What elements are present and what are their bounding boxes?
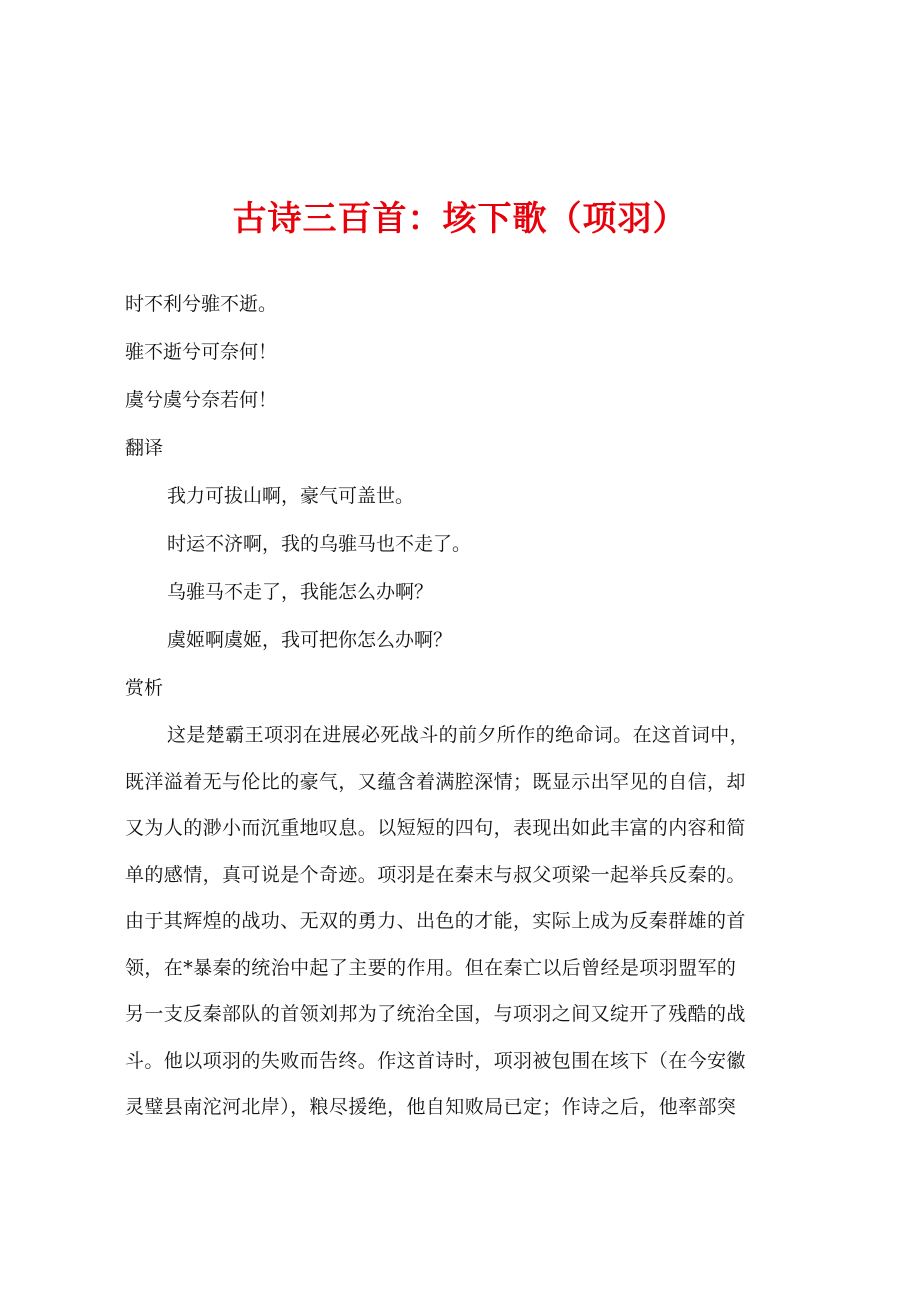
poem-line: 时不利兮骓不逝。: [125, 293, 278, 315]
translation-line: 时运不济啊，我的乌骓马也不走了。: [167, 533, 472, 555]
poem-line: 虞兮虞兮奈若何！: [125, 389, 278, 411]
poem-line: 骓不逝兮可奈何！: [125, 341, 278, 363]
appreciation-heading: 赏析: [125, 677, 164, 699]
paragraph-line: 斗。他以项羽的失败而告终。作这首诗时，项羽被包围在垓下（在今安徽: [125, 1049, 746, 1072]
paragraph-line: 又为人的渺小而沉重地叹息。以短短的四句，表现出如此丰富的内容和简: [125, 817, 746, 839]
paragraph-line: 既洋溢着无与伦比的豪气，又蕴含着满腔深情；既显示出罕见的自信，却: [125, 770, 746, 793]
paragraph-line: 单的感情，真可说是个奇迹。项羽是在秦末与叔父项梁一起举兵反秦的。: [125, 863, 746, 886]
translation-line: 我力可拔山啊，豪气可盖世。: [167, 485, 415, 507]
translation-heading: 翻译: [125, 437, 164, 459]
translation-block: [125, 472, 825, 664]
paragraph-line: 领，在*暴秦的统治中起了主要的作用。但在秦亡以后曾经是项羽盟军的: [125, 956, 737, 979]
paragraph-line: 这是楚霸王项羽在进展必死战斗的前夕所作的绝命词。在这首词中，: [167, 724, 750, 746]
paragraph-line: 灵璧县南沱河北岸），粮尽援绝，他自知败局已定；作诗之后，他率部突: [125, 1096, 737, 1118]
poem-block: [125, 280, 825, 472]
paragraph-line: 由于其辉煌的战功、无双的勇力、出色的才能，实际上成为反秦群雄的首: [125, 910, 746, 932]
translation-line: 乌骓马不走了，我能怎么办啊？: [167, 581, 434, 603]
page-title: 古诗三百首：垓下歌（项羽）: [232, 199, 688, 239]
appreciation-paragraph: [125, 712, 825, 1131]
paragraph-line: 另一支反秦部队的首领刘邦为了统治全国，与项羽之间又绽开了残酷的战: [125, 1003, 746, 1025]
translation-line: 虞姬啊虞姬，我可把你怎么办啊？: [167, 629, 453, 651]
